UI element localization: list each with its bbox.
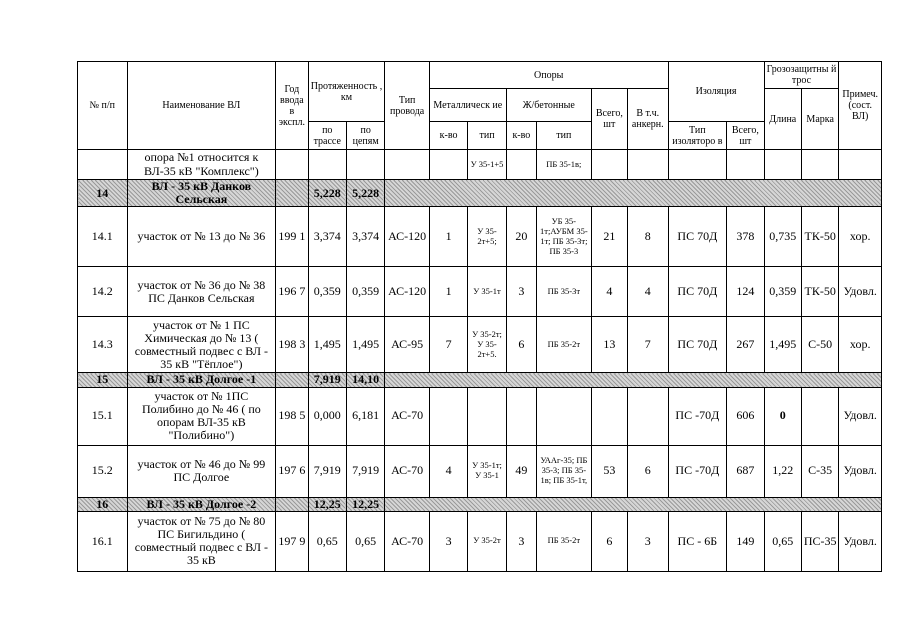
row-length-route: 3,374 (308, 207, 346, 267)
row-total: 4 (591, 267, 627, 317)
row-concrete-type: ПБ 35-3т (537, 267, 592, 317)
row-wire-type: АС-120 (385, 207, 429, 267)
row-note: Удовл. (839, 387, 882, 445)
header-row-1 (78, 62, 882, 89)
section-empty (385, 373, 882, 387)
row-concrete-type (537, 387, 592, 445)
row-wire-type: АС-70 (385, 387, 429, 445)
row-concrete-qty: 6 (506, 317, 536, 373)
section-name: ВЛ - 35 кВ Долгое -2 (127, 497, 276, 511)
row-note: хор. (839, 317, 882, 373)
row-length-chains: 3,374 (346, 207, 384, 267)
row-length-route: 7,919 (308, 445, 346, 497)
row-note (839, 150, 882, 180)
row-anchor: 8 (628, 207, 668, 267)
row-concrete-type: ПБ 35-2т (537, 511, 592, 571)
row-number: 14.2 (78, 267, 128, 317)
row-name: участок от № 13 до № 36 (127, 207, 276, 267)
row-insulator-type: ПС 70Д (668, 267, 727, 317)
section-name: ВЛ - 35 кВ Долгое -1 (127, 373, 276, 387)
row-note: Удовл. (839, 511, 882, 571)
row-metal-qty: 1 (429, 267, 467, 317)
row-metal-qty (429, 387, 467, 445)
row-metal-type: У 35-2т+5; (468, 207, 506, 267)
row-name: опора №1 относится к ВЛ-35 кВ "Комплекс") (127, 150, 276, 180)
row-number: 16.1 (78, 511, 128, 571)
row-insulator-total: 687 (727, 445, 764, 497)
section-year (276, 497, 308, 511)
row-gw-brand: С-50 (801, 317, 838, 373)
row-name: участок от № 46 до № 99 ПС Долгое (127, 445, 276, 497)
header-ground-wire: Грозозащитны й трос (764, 62, 839, 89)
section-year (276, 373, 308, 387)
section-empty (385, 497, 882, 511)
header-gw-brand: Марка (801, 89, 838, 150)
row-gw-brand: ТК-50 (801, 207, 838, 267)
row-insulator-type (668, 150, 727, 180)
row-length-route: 1,495 (308, 317, 346, 373)
section-number: 16 (78, 497, 128, 511)
row-metal-type: У 35-1т; У 35-1 (468, 445, 506, 497)
header-name: Наименование ВЛ (127, 62, 276, 150)
row-gw-length: 0,735 (764, 207, 801, 267)
row-metal-qty (429, 150, 467, 180)
row-metal-type: У 35-2т (468, 511, 506, 571)
table-row (78, 317, 882, 373)
row-wire-type: АС-120 (385, 267, 429, 317)
header-total: Всего, шт (591, 89, 627, 150)
row-length-chains: 0,359 (346, 267, 384, 317)
row-length-route (308, 150, 346, 180)
row-number: 15.2 (78, 445, 128, 497)
row-gw-brand (801, 150, 838, 180)
row-number (78, 150, 128, 180)
section-length-route: 7,919 (308, 373, 346, 387)
row-length-route: 0,000 (308, 387, 346, 445)
row-name: участок от № 1ПС Полибино до № 46 ( по опорам ВЛ-35 кВ "Полибино") (127, 387, 276, 445)
header-concrete: Ж/бетонные (506, 89, 591, 122)
row-note: Удовл. (839, 445, 882, 497)
row-anchor: 3 (628, 511, 668, 571)
row-concrete-qty: 3 (506, 511, 536, 571)
header-gw-length: Длина (764, 89, 801, 150)
section-number: 14 (78, 180, 128, 207)
section-name: ВЛ - 35 кВ Данков Сельская (127, 180, 276, 207)
header-concrete-qty: к-во (506, 122, 536, 150)
row-insulator-total: 149 (727, 511, 764, 571)
row-metal-qty: 1 (429, 207, 467, 267)
row-anchor (628, 387, 668, 445)
row-gw-brand: С-35 (801, 445, 838, 497)
row-year (276, 150, 308, 180)
row-length-chains: 1,495 (346, 317, 384, 373)
header-metal: Металлическ ие (429, 89, 506, 122)
row-note: хор. (839, 207, 882, 267)
row-insulator-total: 606 (727, 387, 764, 445)
row-metal-qty: 7 (429, 317, 467, 373)
row-gw-brand (801, 387, 838, 445)
row-concrete-qty (506, 150, 536, 180)
row-length-route: 0,359 (308, 267, 346, 317)
section-row (78, 180, 882, 207)
header-concrete-type: тип (537, 122, 592, 150)
row-total: 6 (591, 511, 627, 571)
row-total: 53 (591, 445, 627, 497)
row-wire-type (385, 150, 429, 180)
row-insulator-total: 267 (727, 317, 764, 373)
header-num: № п/п (78, 62, 128, 150)
row-insulator-type: ПС 70Д (668, 207, 727, 267)
row-metal-type: У 35-2т; У 35-2т+5. (468, 317, 506, 373)
header-ins-type: Тип изоляторо в (668, 122, 727, 150)
row-insulator-type: ПС 70Д (668, 317, 727, 373)
table-row (78, 150, 882, 180)
table-row (78, 207, 882, 267)
section-year (276, 180, 308, 207)
section-number: 15 (78, 373, 128, 387)
table-row (78, 387, 882, 445)
row-concrete-type: ПБ 35-1в; (537, 150, 592, 180)
row-name: участок от № 1 ПС Химическая до № 13 ( совместный подвес с ВЛ - 35 кВ "Тёплое") (127, 317, 276, 373)
row-metal-qty: 4 (429, 445, 467, 497)
row-number: 14.1 (78, 207, 128, 267)
row-anchor: 4 (628, 267, 668, 317)
row-year: 197 6 (276, 445, 308, 497)
row-total (591, 387, 627, 445)
row-concrete-type: УААг-35; ПБ 35-3; ПБ 35-1в; ПБ 35-1т, (537, 445, 592, 497)
row-number: 14.3 (78, 317, 128, 373)
row-metal-type (468, 387, 506, 445)
row-wire-type: АС-70 (385, 445, 429, 497)
row-insulator-total: 378 (727, 207, 764, 267)
row-anchor: 7 (628, 317, 668, 373)
row-gw-length: 0,359 (764, 267, 801, 317)
header-metal-qty: к-во (429, 122, 467, 150)
row-insulator-type: ПС - 6Б (668, 511, 727, 571)
row-gw-brand: ПС-35 (801, 511, 838, 571)
row-gw-brand: ТК-50 (801, 267, 838, 317)
header-wire-type: Тип провода (385, 62, 429, 150)
row-insulator-total: 124 (727, 267, 764, 317)
header-supports: Опоры (429, 62, 668, 89)
row-gw-length: 0 (764, 387, 801, 445)
row-year: 198 3 (276, 317, 308, 373)
header-insulation: Изоляция (668, 62, 764, 122)
section-row (78, 373, 882, 387)
section-length-chains: 12,25 (346, 497, 384, 511)
row-insulator-type: ПС -70Д (668, 445, 727, 497)
row-concrete-qty: 3 (506, 267, 536, 317)
row-year: 196 7 (276, 267, 308, 317)
row-concrete-qty: 49 (506, 445, 536, 497)
header-anchor: В т.ч. анкерн. (628, 89, 668, 150)
row-number: 15.1 (78, 387, 128, 445)
row-concrete-qty: 20 (506, 207, 536, 267)
row-length-chains: 0,65 (346, 511, 384, 571)
row-gw-length: 1,22 (764, 445, 801, 497)
row-anchor (628, 150, 668, 180)
row-metal-type: У 35-1т (468, 267, 506, 317)
row-gw-length: 1,495 (764, 317, 801, 373)
row-insulator-total (727, 150, 764, 180)
section-length-route: 5,228 (308, 180, 346, 207)
header-length: Протяженность , км (308, 62, 385, 122)
row-gw-length (764, 150, 801, 180)
row-total (591, 150, 627, 180)
row-metal-type: У 35-1+5 (468, 150, 506, 180)
header-len-chains: по цепям (346, 122, 384, 150)
row-length-route: 0,65 (308, 511, 346, 571)
row-total: 21 (591, 207, 627, 267)
power-lines-table (77, 61, 882, 572)
row-metal-qty: 3 (429, 511, 467, 571)
section-length-chains: 14,10 (346, 373, 384, 387)
header-ins-total: Всего, шт (727, 122, 764, 150)
section-row (78, 497, 882, 511)
row-year: 198 5 (276, 387, 308, 445)
section-length-route: 12,25 (308, 497, 346, 511)
row-wire-type: АС-70 (385, 511, 429, 571)
header-metal-type: тип (468, 122, 506, 150)
row-year: 199 1 (276, 207, 308, 267)
row-anchor: 6 (628, 445, 668, 497)
header-note: Примеч. (сост. ВЛ) (839, 62, 882, 150)
row-year: 197 9 (276, 511, 308, 571)
section-empty (385, 180, 882, 207)
row-length-chains: 7,919 (346, 445, 384, 497)
table-row (78, 445, 882, 497)
header-year: Год ввода в экспл. (276, 62, 308, 150)
row-concrete-qty (506, 387, 536, 445)
section-length-chains: 5,228 (346, 180, 384, 207)
row-total: 13 (591, 317, 627, 373)
row-length-chains: 6,181 (346, 387, 384, 445)
row-wire-type: АС-95 (385, 317, 429, 373)
row-name: участок от № 36 до № 38 ПС Данков Сельская (127, 267, 276, 317)
table-row (78, 511, 882, 571)
row-length-chains (346, 150, 384, 180)
header-len-route: по трассе (308, 122, 346, 150)
table-row (78, 267, 882, 317)
row-gw-length: 0,65 (764, 511, 801, 571)
row-insulator-type: ПС -70Д (668, 387, 727, 445)
row-name: участок от № 75 до № 80 ПС Бигильдино ( совместный подвес с ВЛ - 35 кВ (127, 511, 276, 571)
row-note: Удовл. (839, 267, 882, 317)
row-concrete-type: УБ 35-1т;АУБМ 35-1т; ПБ 35-3т; ПБ 35-3 (537, 207, 592, 267)
row-concrete-type: ПБ 35-2т (537, 317, 592, 373)
